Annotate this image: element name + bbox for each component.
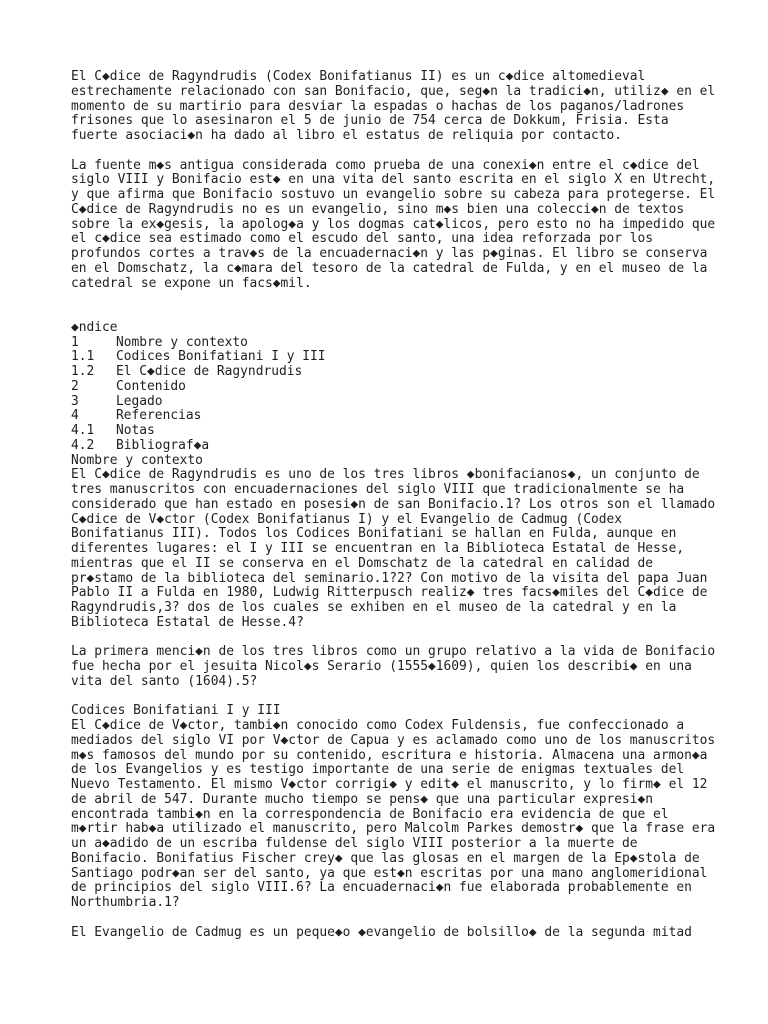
toc-item[interactable] — [71, 380, 761, 395]
section-heading: Codices Bonifatiani I y III — [71, 703, 281, 719]
text-line: mientras que el II se conserva en el Domschatz de la catedral en calidad de — [71, 555, 654, 571]
text-line: de los Evangelios y es testigo importante de una serie de enigmas textuales del — [71, 762, 685, 778]
text-line: estrechamente relacionado con san Bonifacio, que, seg◆n la tradici◆n, utiliz◆ en el — [71, 83, 716, 99]
toc-item-label: Bibliograf◆a — [116, 437, 210, 453]
paragraph-gap — [71, 291, 761, 321]
toc-item[interactable] — [71, 336, 761, 351]
toc-item[interactable] — [71, 365, 761, 380]
text-line: Bonifacio. Bonifatius Fischer crey◆ que las glosas en el margen de la Ep◆stola de — [71, 850, 700, 866]
text-line: Santiago podr◆an ser del santo, ya que est◆n escritas por una mano anglomeridional — [71, 865, 708, 881]
intro-paragraph-1 — [71, 70, 761, 144]
text-line: siglo VIII y Bonifacio est◆ en una vita del santo escrita en el siglo X en Utrecht, — [71, 172, 716, 188]
toc-title: ◆ndice — [71, 319, 118, 335]
toc-item[interactable] — [71, 350, 761, 365]
toc-item-label: Contenido — [116, 378, 186, 394]
text-line: C◆dice de V◆ctor (Codex Bonifatianus I) y el Evangelio de Cadmug (Codex — [71, 511, 623, 527]
toc-item-number: 1.2 — [71, 364, 95, 379]
text-line: momento de su martirio para desviar la espadas o hachas de los paganos/ladrones — [71, 98, 685, 114]
text-line: pr◆stamo de la biblioteca del seminario.1?2? Con motivo de la visita del papa Juan — [71, 570, 708, 586]
text-line: El C◆dice de Ragyndrudis (Codex Bonifatianus II) es un c◆dice altomedieval — [71, 69, 646, 84]
toc-item-label: Notas — [116, 423, 155, 438]
document-page — [71, 70, 761, 940]
toc-item-number: 2 — [71, 378, 79, 394]
text-line: Biblioteca Estatal de Hesse.4? — [71, 614, 304, 630]
text-line: Nuevo Testamento. El mismo V◆ctor corrigi◆ y edit◆ el manuscrito, y lo firm◆ el 12 — [71, 777, 708, 792]
text-line: El C◆dice de Ragyndrudis es uno de los tres libros ◆bonifacianos◆, un conjunto de — [71, 467, 700, 483]
toc-item-number: 1 — [71, 334, 79, 350]
toc-item-label: Referencias — [116, 408, 202, 424]
toc-item[interactable] — [71, 395, 761, 410]
toc-item-number: 3 — [71, 393, 79, 409]
toc-item-number: 1.1 — [71, 349, 95, 365]
text-line: profundos cortes a trav◆s de la encuadernaci◆n y las p◆ginas. El libro se conserva — [71, 246, 708, 261]
text-line: Pablo II a Fulda en 1980, Ludwig Ritterpusch realiz◆ tres facs◆miles del C◆dice de — [71, 585, 708, 601]
section-codices-bonifatiani — [71, 704, 761, 940]
toc-item-number: 4 — [71, 408, 79, 424]
text-line: Ragyndrudis,3? dos de los cuales se exhiben en el museo de la catedral y en la — [71, 600, 677, 615]
toc-item-label: El C◆dice de Ragyndrudis — [116, 364, 303, 379]
toc-item-number: 4.2 — [71, 437, 95, 453]
toc-item[interactable] — [71, 409, 761, 424]
text-line: frisones que lo asesinaron el 5 de junio de 754 cerca de Dokkum, Frisia. Esta — [71, 113, 669, 129]
text-line: y que afirma que Bonifacio sostuvo un evangelio sobre su cabeza para protegerse. El — [71, 187, 716, 202]
text-line: tres manuscritos con encuadernaciones del siglo VIII que tradicionalmente se ha — [71, 482, 685, 497]
table-of-contents — [71, 321, 761, 454]
toc-item-label: Nombre y contexto — [116, 334, 248, 350]
text-line: mediados del siglo VI por V◆ctor de Capua y es aclamado como uno de los manuscritos — [71, 732, 716, 748]
text-line: diferentes lugares: el I y III se encuentran en la Biblioteca Estatal de Hesse, — [71, 541, 685, 556]
text-line: un a◆adido de un escriba fuldense del siglo VIII posterior a la muerte de — [71, 836, 638, 851]
toc-item[interactable] — [71, 439, 761, 454]
section-nombre-y-contexto — [71, 454, 761, 690]
toc-item-number: 4.1 — [71, 423, 95, 438]
toc-item[interactable] — [71, 424, 761, 439]
intro-paragraph-2 — [71, 159, 761, 292]
text-line: fuerte asociaci◆n ha dado al libro el estatus de reliquia por contacto. — [71, 128, 623, 143]
text-line: el c◆dice sea estimado como el escudo del santo, una idea reforzada por los — [71, 231, 654, 247]
paragraph-gap — [71, 690, 761, 705]
paragraph-gap — [71, 911, 761, 926]
toc-item-label: Codices Bonifatiani I y III — [116, 349, 326, 365]
text-line: m◆rtir hab◆a utilizado el manuscrito, pero Malcolm Parkes demostr◆ que la frase era — [71, 821, 716, 837]
paragraph-gap — [71, 144, 761, 159]
text-line: El C◆dice de V◆ctor, tambi◆n conocido como Codex Fuldensis, fue confeccionado a — [71, 718, 685, 733]
text-line: considerado que han estado en posesi◆n de san Bonifacio.1? Los otros son el llamado — [71, 496, 716, 512]
text-line: de principios del siglo VIII.6? La encuadernaci◆n fue elaborada probablemente en — [71, 880, 692, 896]
text-line: vita del santo (1604).5? — [71, 673, 258, 689]
text-line: Bonifatianus III). Todos los Codices Bonifatiani se hallan en Fulda, aunque en — [71, 526, 677, 542]
text-line: C◆dice de Ragyndrudis no es un evangelio, sino m◆s bien una colecci◆n de textos — [71, 201, 685, 217]
text-line: sobre la ex◆gesis, la apolog◆a y los dogmas cat◆licos, pero esto no ha impedido que — [71, 216, 716, 232]
text-line: fue hecha por el jesuita Nicol◆s Serario (1555◆1609), quien los describi◆ en una — [71, 659, 692, 674]
text-line: encontrada tambi◆n en la correspondencia de Bonifacio era evidencia de que el — [71, 806, 669, 822]
paragraph-gap — [71, 631, 761, 646]
text-line: catedral se expone un facs◆mil. — [71, 275, 312, 291]
text-line: La primera menci◆n de los tres libros como un grupo relativo a la vida de Bonifacio — [71, 644, 716, 660]
text-line: m◆s famosos del mundo por su contenido, escritura e historia. Almacena una armon◆a — [71, 747, 708, 763]
toc-item-label: Legado — [116, 393, 163, 409]
text-line: de abril de 547. Durante mucho tiempo se pens◆ que una particular expresi◆n — [71, 791, 654, 807]
text-line: La fuente m◆s antigua considerada como prueba de una conexi◆n entre el c◆dice del — [71, 157, 700, 173]
section-heading: Nombre y contexto — [71, 452, 203, 468]
text-line: Northumbria.1? — [71, 895, 180, 910]
text-line: El Evangelio de Cadmug es un peque◆o ◆evangelio de bolsillo◆ de la segunda mitad — [71, 924, 692, 940]
text-line: en el Domschatz, la c◆mara del tesoro de la catedral de Fulda, y en el museo de la — [71, 260, 708, 276]
